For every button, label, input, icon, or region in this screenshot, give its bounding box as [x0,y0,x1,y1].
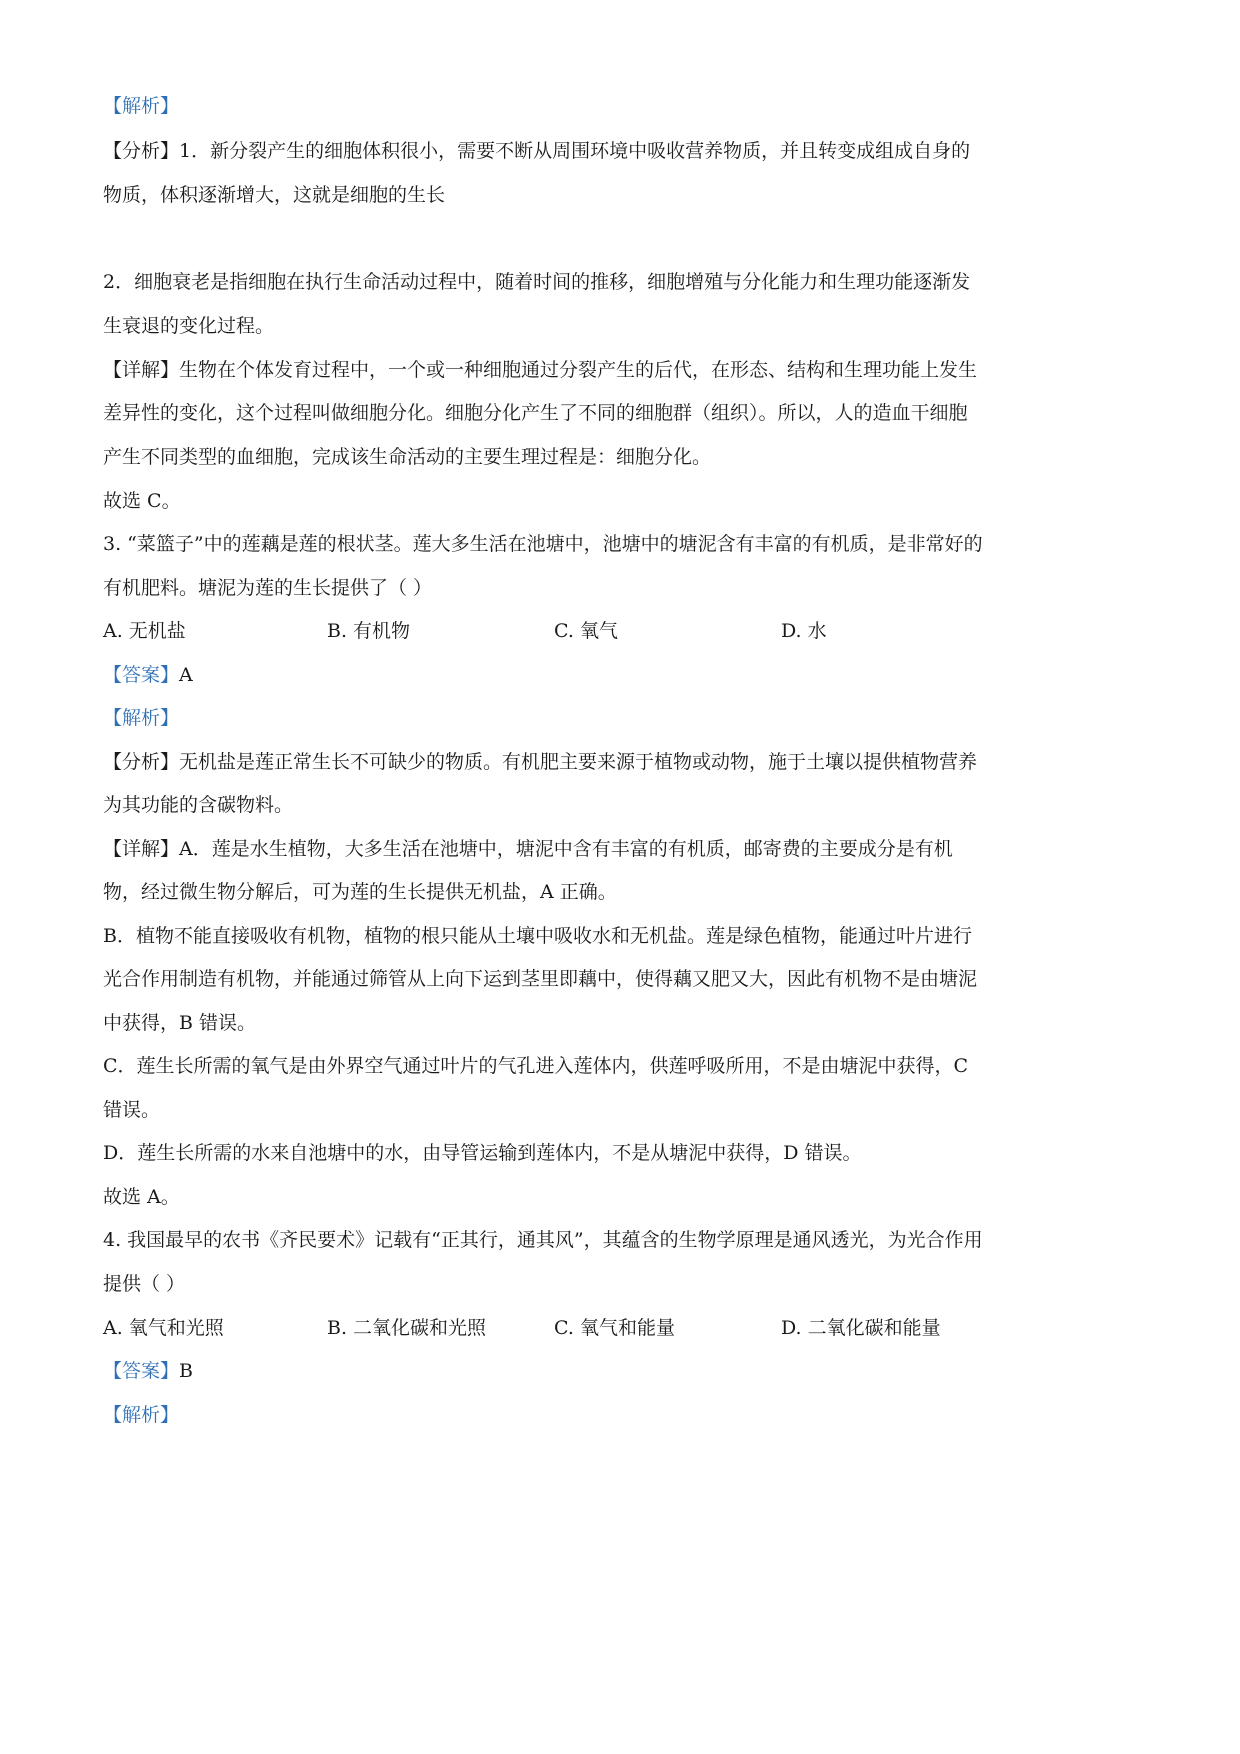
question-4-stem: 4. 我国最早的农书《齐民要术》记载有“正其行，通其风”，其蕴含的生物学原理是通风透光，为光合作用 [103,1229,983,1251]
question-3-option-d: D. 水 [781,620,827,642]
section-label-jiexi: 【解析】 [103,95,180,117]
question-3-stem: 有机肥料。塘泥为莲的生长提供了（ ） [103,577,433,599]
analysis-text: 【分析】1．新分裂产生的细胞体积很小，需要不断从周围环境中吸收营养物质，并且转变成组成自身的 [103,140,971,162]
detail-text: 【详解】生物在个体发育过程中，一个或一种细胞通过分裂产生的后代，在形态、结构和生理功能上发生 [103,359,978,381]
question-3-option-b: B. 有机物 [327,620,411,642]
analysis-text: 2．细胞衰老是指细胞在执行生命活动过程中，随着时间的推移，细胞增殖与分化能力和生理功能逐渐发 [103,271,971,293]
analysis-text: 生衰退的变化过程。 [103,315,275,337]
analysis-text: 为其功能的含碳物料。 [103,794,294,816]
question-3-stem: 3. “菜篮子”中的莲藕是莲的根状茎。莲大多生活在池塘中，池塘中的塘泥含有丰富的有机质，是非常好的 [103,533,983,555]
detail-text: D．莲生长所需的水来自池塘中的水，由导管运输到莲体内，不是从塘泥中获得，D 错误。 [103,1142,862,1164]
detail-text: 错误。 [103,1099,161,1121]
detail-text: C．莲生长所需的氧气是由外界空气通过叶片的气孔进入莲体内，供莲呼吸所用，不是由塘泥中获得，C [103,1055,969,1077]
question-4-option-a: A. 氧气和光照 [103,1317,224,1339]
section-label-jiexi: 【解析】 [103,1404,180,1426]
answer-value: B [179,1360,193,1382]
question-4-option-d: D. 二氧化碳和能量 [781,1317,941,1339]
analysis-text: 物质，体积逐渐增大，这就是细胞的生长 [103,184,446,206]
detail-text: 差异性的变化，这个过程叫做细胞分化。细胞分化产生了不同的细胞群（组织）。所以，人的造血干细胞 [103,402,968,424]
detail-text: 物，经过微生物分解后，可为莲的生长提供无机盐，A 正确。 [103,881,617,903]
question-4-option-b: B. 二氧化碳和光照 [327,1317,487,1339]
detail-text: 中获得，B 错误。 [103,1012,257,1034]
analysis-text: 【分析】无机盐是莲正常生长不可缺少的物质。有机肥主要来源于植物或动物，施于土壤以提供植物营养 [103,751,978,773]
question-3-option-c: C. 氧气 [554,620,618,642]
question-4-option-c: C. 氧气和能量 [554,1317,675,1339]
conclusion-text: 故选 A。 [103,1186,180,1208]
section-label-jiexi: 【解析】 [103,707,180,729]
question-4-stem: 提供（ ） [103,1273,186,1295]
question-3-answer [103,662,193,688]
answer-value: A [179,664,193,686]
answer-label: 【答案】 [103,664,180,686]
detail-text: B．植物不能直接吸收有机物，植物的根只能从土壤中吸收水和无机盐。莲是绿色植物，能通过叶片进行 [103,925,972,947]
conclusion-text: 故选 C。 [103,490,181,512]
question-3-option-a: A. 无机盐 [103,620,186,642]
answer-label: 【答案】 [103,1360,180,1382]
detail-text: 【详解】A．莲是水生植物，大多生活在池塘中，塘泥中含有丰富的有机质，邮寄费的主要成分是有机 [103,838,953,860]
detail-text: 产生不同类型的血细胞，完成该生命活动的主要生理过程是：细胞分化。 [103,446,712,468]
question-4-answer [103,1358,193,1384]
detail-text: 光合作用制造有机物，并能通过筛管从上向下运到茎里即藕中，使得藕又肥又大，因此有机物不是由塘泥 [103,968,978,990]
